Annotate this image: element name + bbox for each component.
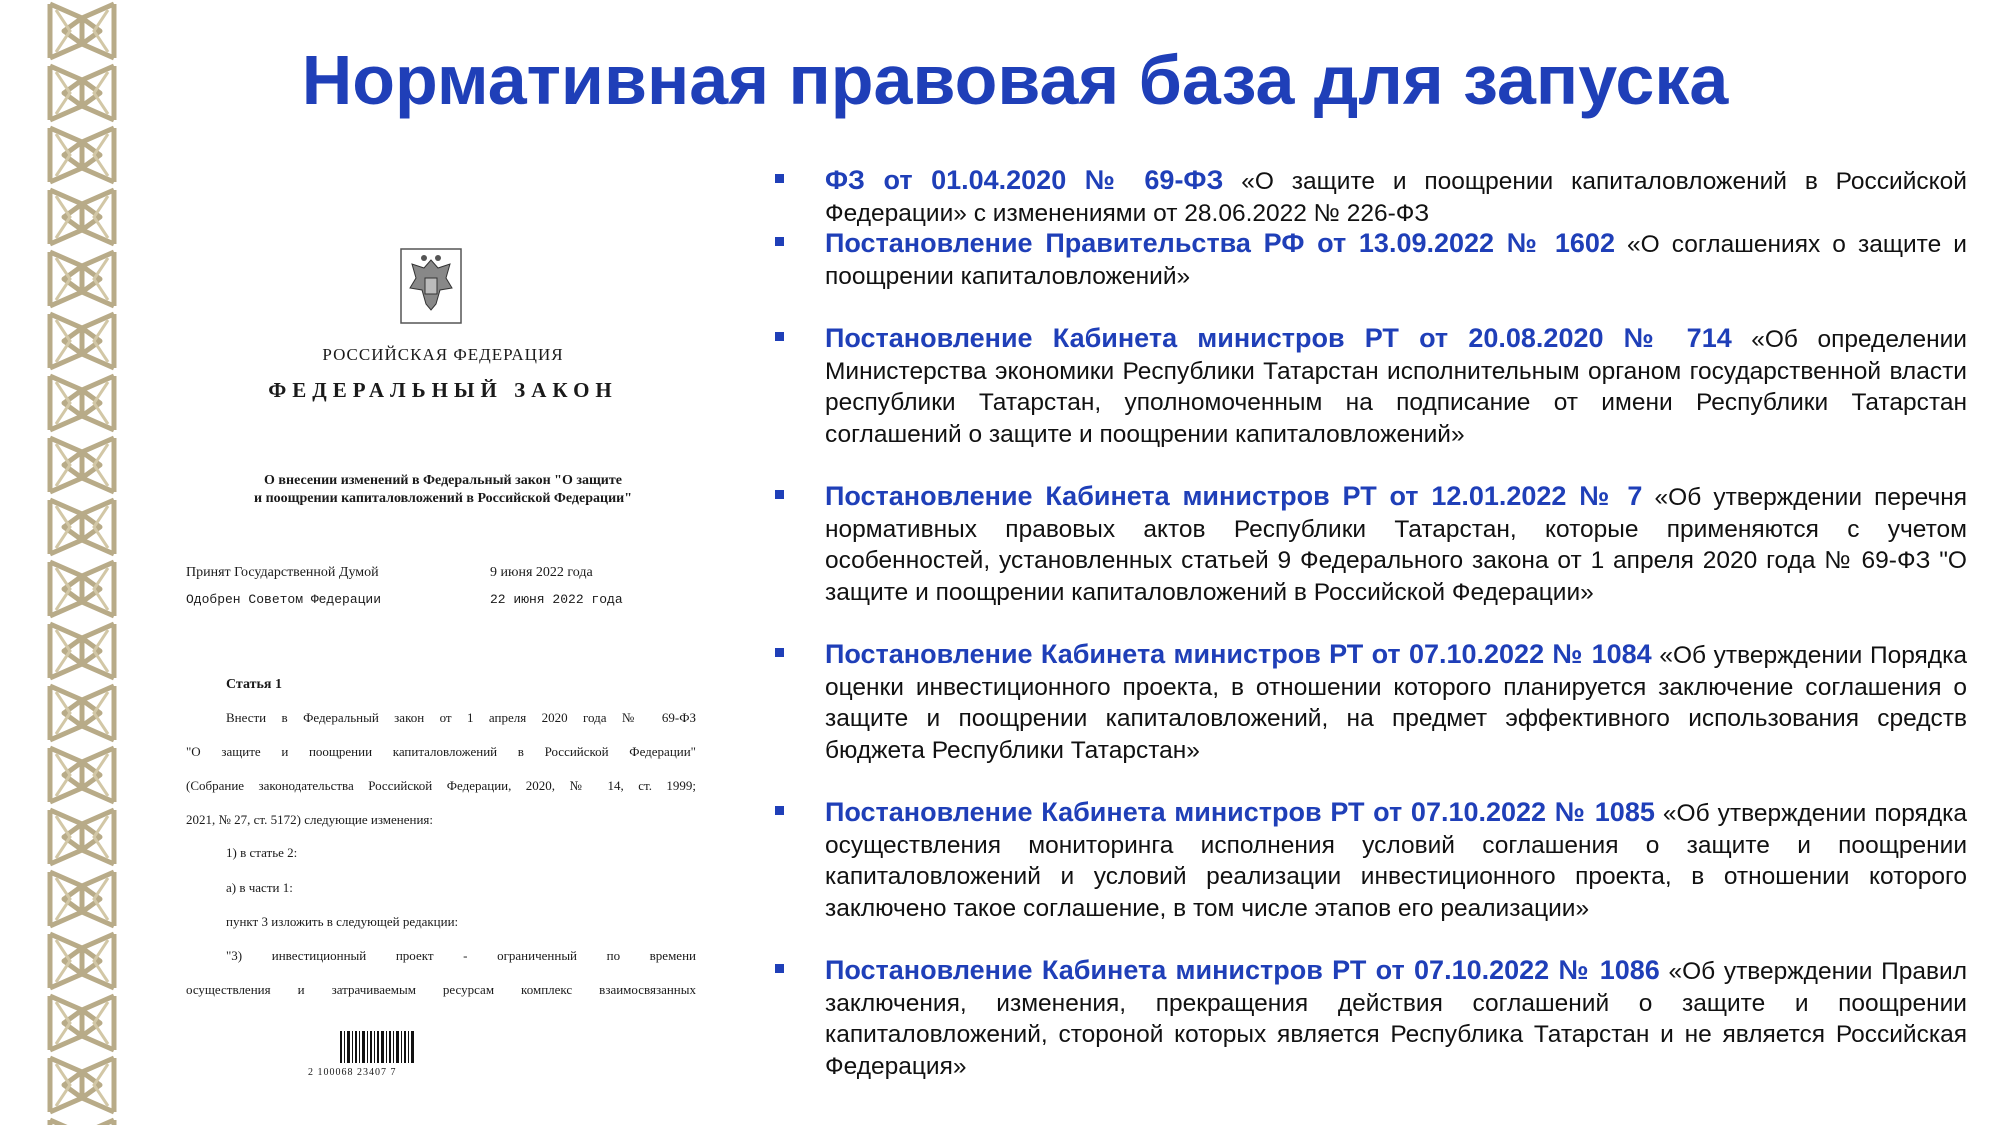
article-title: Статья 1 (226, 677, 282, 692)
list-item-desc: «О соглашениях о защите и поощрении капиталовложений» (825, 231, 1967, 290)
list-item-desc: «Об утверждении перечня нормативных правовых актов Республики Татарстан, которые применяются с учетом особенностей, установленных статьей 9 Федерального закона от 1 апреля 2020 года № 69-ФЗ "О защите и поощрении капиталовложений в Российской Федерации» (825, 484, 1968, 606)
document-subject-line: и поощрении капиталовложений в Российской Федерации" (254, 491, 632, 506)
approved-date: 22 июня 2022 года (490, 592, 623, 607)
page-title: Нормативная правовая база для запуска (301, 41, 1729, 119)
document-body-line: "3) инвестиционный проект - ограниченный по времени (226, 948, 696, 963)
bullet-icon (775, 806, 784, 815)
adopted-label: Принят Государственной Думой (186, 565, 379, 580)
document-body-line: 2021, № 27, ст. 5172) следующие изменения: (186, 812, 434, 827)
list-item-ref: ФЗ от 01.04.2020 № 69-ФЗ (825, 165, 1224, 195)
list-item-ref: Постановление Кабинета министров РТ от 07.10.2022 № 1085 (825, 797, 1655, 827)
document-body-line: (Собрание законодательства Российской Федерации, 2020, № 14, ст. 1999; (186, 778, 696, 793)
list-item-text (825, 323, 1967, 450)
document-body-line: 1) в статье 2: (226, 845, 298, 860)
list-item-desc: «Об утверждении Порядка оценки инвестиционного проекта, в отношении которого планируется заключение соглашения о защите и поощрении капиталовложений, на предмет эффективного использования средств бюджета Республики Татарстан» (825, 642, 1967, 764)
list-item-text (825, 165, 1967, 229)
bullet-icon (775, 174, 784, 183)
list-item-text (825, 639, 1967, 766)
list-item-ref: Постановление Кабинета министров РТ от 20.08.2020 № 714 (825, 323, 1732, 353)
law-document-scan (178, 240, 708, 1090)
list-item-text (825, 797, 1967, 924)
list-item-ref: Постановление Кабинета министров РТ от 07.10.2022 № 1084 (825, 639, 1652, 669)
coat-of-arms-icon (400, 248, 462, 324)
list-item-ref: Постановление Кабинета министров РТ от 12.01.2022 № 7 (825, 481, 1643, 511)
document-law-type: ФЕДЕРАЛЬНЫЙ ЗАКОН (268, 378, 618, 402)
list-item-desc: «Об утверждении Правил заключения, изменения, прекращения действия соглашений о защите и поощрении капиталовложений, стороной которых является Республика Татарстан и не является Российская Федерация» (825, 958, 1967, 1080)
approved-label: Одобрен Советом Федерации (186, 592, 382, 607)
document-body-line: пункт 3 изложить в следующей редакции: (226, 914, 459, 929)
bullet-icon (775, 648, 784, 657)
list-item-text (825, 481, 1967, 608)
document-body-line: Внести в Федеральный закон от 1 апреля 2020 года № 69-ФЗ (226, 710, 696, 725)
document-body-line: а) в части 1: (226, 880, 293, 895)
list-item-desc: «Об определении Министерства экономики Республики Татарстан исполнительным органом государственной власти республики Татарстан, уполномоченным на подписание от имени Республики Татарстан соглашений о защите и поощрении капиталовложений» (825, 326, 1967, 448)
list-item-ref: Постановление Кабинета министров РТ от 07.10.2022 № 1086 (825, 955, 1660, 985)
barcode-number: 2 100068 23407 7 (308, 1067, 397, 1078)
list-item-desc: «О защите и поощрении капиталовложений в Российской Федерации» с изменениями от 28.06.2022 № 226-ФЗ (825, 168, 1967, 227)
document-body-line: осуществления и затрачиваемым ресурсам комплекс взаимосвязанных (186, 982, 696, 997)
bullet-icon (775, 237, 784, 246)
list-item-text (825, 955, 1967, 1082)
ornamental-border (44, 0, 120, 1125)
adopted-date: 9 июня 2022 года (490, 565, 593, 580)
document-body-line: "О защите и поощрении капиталовложений в Российской Федерации" (186, 744, 696, 759)
list-item-text (825, 228, 1967, 292)
bullet-icon (775, 332, 784, 341)
bullet-icon (775, 490, 784, 499)
document-subject-line: О внесении изменений в Федеральный закон "О защите (264, 473, 622, 488)
document-country: РОССИЙСКАЯ ФЕДЕРАЦИЯ (322, 345, 564, 364)
document-subject (178, 472, 708, 508)
list-item-ref: Постановление Правительства РФ от 13.09.2022 № 1602 (825, 228, 1615, 258)
bullet-icon (775, 964, 784, 973)
list-item-desc: «Об утверждении порядка осуществления мониторинга исполнения условий соглашения о защите и поощрении капиталовложений и условий реализации инвестиционного проекта, в отношении которого заключено такое соглашение, в том числе этапов его реализации» (825, 800, 1968, 922)
barcode-icon (338, 1025, 416, 1065)
